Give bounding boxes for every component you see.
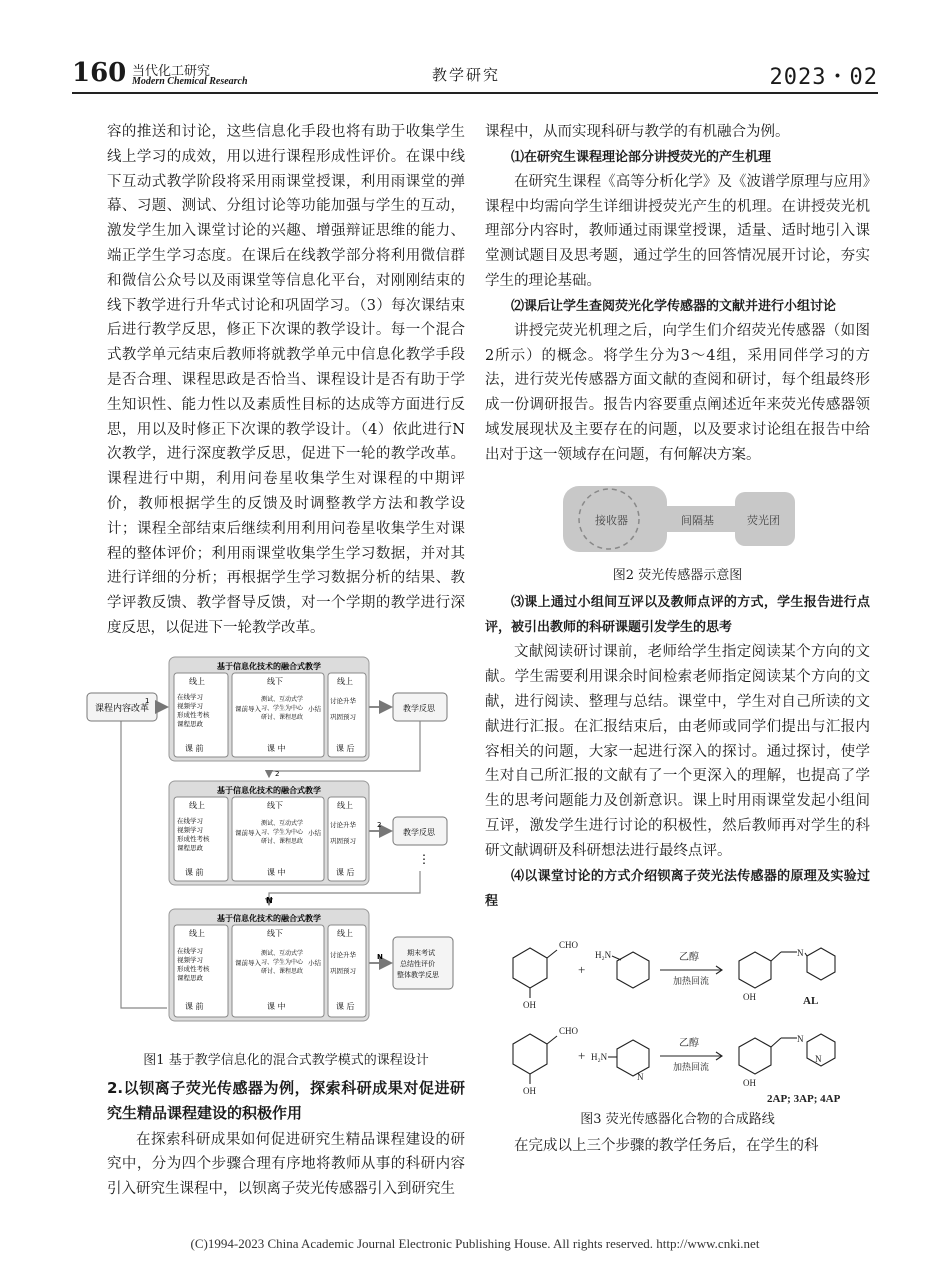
pre-item: 视频学习 — [177, 825, 203, 834]
step-number: 2 — [275, 769, 280, 778]
step-2-heading: ⑵课后让学生查阅荧光化学传感器的文献并进行小组讨论 — [511, 298, 837, 314]
post-item: 讨论升华 — [330, 696, 356, 705]
pre-label: 课 前 — [185, 867, 204, 877]
mid-item: 习、学生为中心 — [261, 828, 304, 836]
teaching-block-1 — [169, 657, 369, 761]
summary-label: 小结 — [308, 828, 321, 837]
section-2-title: 2.以钡离子荧光传感器为例，探索科研成果对促进研究生精品课程建设的积极作用 — [107, 1078, 465, 1122]
step-number: 2 — [377, 820, 382, 829]
issue-number: 2023・02 — [769, 65, 878, 90]
nitrogen-label: N — [637, 1071, 644, 1082]
online-post-label: 线上 — [337, 928, 353, 938]
mid-item: 测试、互动式学 — [261, 819, 304, 827]
nitrogen-label: N — [797, 947, 804, 958]
post-item: 讨论升华 — [330, 950, 356, 959]
nitrogen-label: N — [797, 1033, 804, 1044]
oh-label: OH — [743, 991, 756, 1002]
body-paragraph: 文献阅读研讨课前，老师给学生指定阅读某个方向的文献。学生需要利用课余时间检索老师指定阅读某个方向的文献，进行阅读、整理与总结。课堂中，学生对自己所读的文献进行汇报。在汇报结束后，由老师或同学们提出与汇报内容相关的问题，大家一起进行深入的探讨。通过探讨，使学生对自己所汇报的文献有了一个更深入的理解，也提高了学生的思考问题能力及创新意识。课上时用雨课堂发起小组间互评，激发学生进行讨论的积极性，然后教师再对学生的科研文献调研及科研想法进行最终点评。 — [485, 644, 870, 859]
sensor-schematic — [485, 478, 870, 560]
teaching-block-2 — [169, 781, 369, 885]
condition-label: 加热回流 — [673, 975, 710, 986]
page-header — [72, 58, 878, 90]
copyright-footer: (C)1994-2023 China Academic Journal Electronic Publishing House. All rights reserved. http://www.cnki.net — [190, 1236, 760, 1251]
intro-label: 课前导入 — [235, 958, 261, 967]
synthesis-route — [485, 920, 870, 1106]
journal-name-en: Modern Chemical Research — [132, 76, 248, 87]
oh-label: OH — [523, 1085, 536, 1096]
intro-label: 课前导入 — [235, 828, 261, 837]
reaction-1 — [513, 940, 835, 1010]
offline-label: 线下 — [267, 928, 283, 938]
right-column — [485, 120, 870, 1159]
intro-label: 课前导入 — [235, 704, 261, 713]
final-item: 期末考试 — [407, 948, 435, 957]
post-label: 课 后 — [336, 743, 355, 753]
post-item: 巩固预习 — [330, 836, 356, 845]
pre-label: 课 前 — [185, 1001, 204, 1011]
receptor-label: 接收器 — [595, 513, 628, 527]
blended-teaching-diagram — [95, 653, 465, 1043]
body-paragraph: 在研究生课程《高等分析化学》及《波谱学原理与应用》课程中均需向学生详细讲授荧光产生的机理。在讲授荧光机理部分内容时，教师通过雨课堂授课，适量、适时地引入课堂测试题目及思考题，通过学生的回答情况展开讨论，夯实学生的理论基础。 — [485, 173, 870, 289]
figure-1 — [95, 653, 465, 1043]
nitrogen-label: N — [815, 1053, 822, 1064]
post-item: 讨论升华 — [330, 820, 356, 829]
post-label: 课 后 — [336, 867, 355, 877]
online-pre-label: 线上 — [189, 928, 205, 938]
journal-name-cn: 当代化工研究 — [132, 64, 211, 79]
final-item: 整体教学反思 — [397, 970, 439, 979]
mid-item: 测试、互动式学 — [261, 695, 304, 703]
mid-item: 测试、互动式学 — [261, 949, 304, 957]
plus-sign: + — [578, 1047, 586, 1063]
condition-label: 加热回流 — [673, 1061, 710, 1072]
figure-1-caption: 图1 基于教学信息化的混合式教学模式的课程设计 — [143, 1052, 429, 1068]
page-number: 160 — [72, 58, 127, 88]
online-post-label: 线上 — [337, 676, 353, 686]
summary-label: 小结 — [308, 704, 321, 713]
section-name: 教学研究 — [432, 66, 501, 84]
mid-item: 习、学生为中心 — [261, 958, 304, 966]
feedback-loop-line — [121, 721, 167, 1008]
step-number: 1 — [145, 696, 150, 705]
mid-item: 研讨、课程思政 — [261, 837, 304, 845]
reflect-label: 教学反思 — [403, 827, 435, 837]
pre-item: 形成性考核 — [177, 834, 210, 843]
offline-label: 线下 — [267, 800, 283, 810]
pre-item: 在线学习 — [177, 816, 203, 825]
step-1-heading: ⑴在研究生课程理论部分讲授荧光的产生机理 — [511, 149, 772, 165]
post-item: 巩固预习 — [330, 712, 356, 721]
online-pre-label: 线上 — [189, 676, 205, 686]
step-4-heading: ⑷以课堂讨论的方式介绍钡离子荧光法传感器的原理及实验过程 — [485, 868, 870, 909]
solvent-label: 乙醇 — [679, 1037, 699, 1049]
post-label: 课 后 — [336, 1001, 355, 1011]
pre-item: 视频学习 — [177, 955, 203, 964]
block-title: 基于信息化技术的融合式教学 — [217, 785, 321, 795]
mid-label: 课 中 — [267, 867, 286, 877]
oh-label: OH — [743, 1077, 756, 1088]
mid-label: 课 中 — [267, 743, 286, 753]
pre-item: 形成性考核 — [177, 710, 210, 719]
figure-3 — [485, 920, 870, 1106]
amine-label: H₂N — [595, 949, 612, 960]
plus-sign: + — [578, 961, 586, 977]
pre-item: 课程思政 — [177, 843, 203, 852]
reflect-label: 教学反思 — [403, 703, 435, 713]
solvent-label: 乙醇 — [679, 951, 699, 963]
step-3-heading: ⑶课上通过小组间互评以及教师点评的方式，学生报告进行点评，被引出教师的科研课题引发学生的思考 — [485, 595, 870, 636]
mid-item: 习、学生为中心 — [261, 704, 304, 712]
oh-label: OH — [523, 999, 536, 1010]
step-number: N — [377, 952, 383, 961]
body-paragraph: 课程中，从而实现科研与教学的有机融合为例。 — [485, 124, 790, 140]
online-post-label: 线上 — [337, 800, 353, 810]
cho-label: CHO — [559, 939, 579, 950]
header-rule — [72, 92, 878, 94]
post-item: 巩固预习 — [330, 966, 356, 975]
figure-2 — [485, 478, 870, 560]
ellipsis: ⋮ — [418, 851, 430, 866]
spacer-label: 间隔基 — [681, 513, 714, 527]
mid-label: 课 中 — [267, 1001, 286, 1011]
pre-item: 课程思政 — [177, 973, 203, 982]
pre-item: 视频学习 — [177, 701, 203, 710]
body-paragraph: 讲授完荧光机理之后，向学生们介绍荧光传感器（如图2所示）的概念。将学生分为3～4组，采用同伴学习的方法，进行荧光传感器方面文献的查阅和研讨，每个组最终形成一份调研报告。报告内容要重点阐述近年来荧光传感器领域发展现状及主要存在的问题，以及要求讨论组在报告中给出对于这一领域存在问题，有何解决方案。 — [485, 322, 870, 463]
pre-item: 形成性考核 — [177, 964, 210, 973]
offline-label: 线下 — [267, 676, 283, 686]
mid-item: 研讨、课程思政 — [261, 713, 304, 721]
pre-item: 在线学习 — [177, 692, 203, 701]
teaching-block-3 — [169, 909, 369, 1021]
summary-label: 小结 — [308, 958, 321, 967]
left-column — [95, 120, 465, 1202]
reaction-2 — [513, 1026, 841, 1105]
body-paragraph: 在探索科研成果如何促进研究生精品课程建设的研究中，分为四个步骤合理有序地将教师从事的科研内容引入研究生课程中，以钡离子荧光传感器引入到研究生 — [107, 1131, 465, 1198]
fluorophore-label: 荧光团 — [747, 513, 780, 527]
figure-2-caption: 图2 荧光传感器示意图 — [612, 567, 743, 583]
pre-label: 课 前 — [185, 743, 204, 753]
amine-label: H₂N — [591, 1051, 608, 1062]
pre-item: 在线学习 — [177, 946, 203, 955]
mid-item: 研讨、课程思政 — [261, 967, 304, 975]
reform-label: 课程内容改革 — [95, 703, 150, 714]
final-item: 总结性评价 — [400, 959, 435, 968]
body-paragraph: 容的推送和讨论，这些信息化手段也将有助于收集学生线上学习的成效，用以进行课程形成性评价。在课中线下互动式教学阶段将采用雨课堂授课，利用雨课堂的弹幕、习题、测试、分组讨论等功能加强与学生的互动，激发学生加入课堂讨论的兴趣、增强辩证思维的能力、端正学生学习态度。在课后在线教学部分将利用微信群和微信公众号以及雨课堂等信息化平台，对刚刚结束的线下教学进行升华式讨论和巩固学习。（3）每次课结束后进行教学反思，修正下次课的教学设计。每一个混合式教学单元结束后教师将就教学单元中信息化教学手段是否合理、课程思政是否恰当、课程设计是否有助于学生知识性、能力性以及素质性目标的达成等方面进行反思，用以及时修正下次课的教学设计。（4）依此进行N次教学，进行深度教学反思，促进下一轮的教学改革。课程进行中期，利用问卷星收集学生对课程的中期评价，教师根据学生的反馈及时调整教学方法和教学设计；课程全部结束后继续利用利用问卷星收集学生对课程的整体评价；利用雨课堂收集学生学习数据，并对其进行详细的分析；再根据学生学习数据分析的结果、教学评教反馈、教学督导反馈，对一个学期的教学进行深度反思，以促进下一轮教学改革。 — [107, 124, 465, 636]
figure-3-caption: 图3 荧光传感器化合物的合成路线 — [580, 1111, 775, 1127]
step-number: N — [266, 895, 273, 905]
block-title: 基于信息化技术的融合式教学 — [217, 913, 321, 923]
product-label: 2AP; 3AP; 4AP — [767, 1092, 841, 1105]
pre-item: 课程思政 — [177, 719, 203, 728]
cho-label: CHO — [559, 1025, 579, 1036]
product-label: AL — [803, 994, 819, 1007]
online-pre-label: 线上 — [189, 800, 205, 810]
block-title: 基于信息化技术的融合式教学 — [217, 661, 321, 671]
body-paragraph: 在完成以上三个步骤的教学任务后，在学生的科 — [514, 1138, 819, 1155]
